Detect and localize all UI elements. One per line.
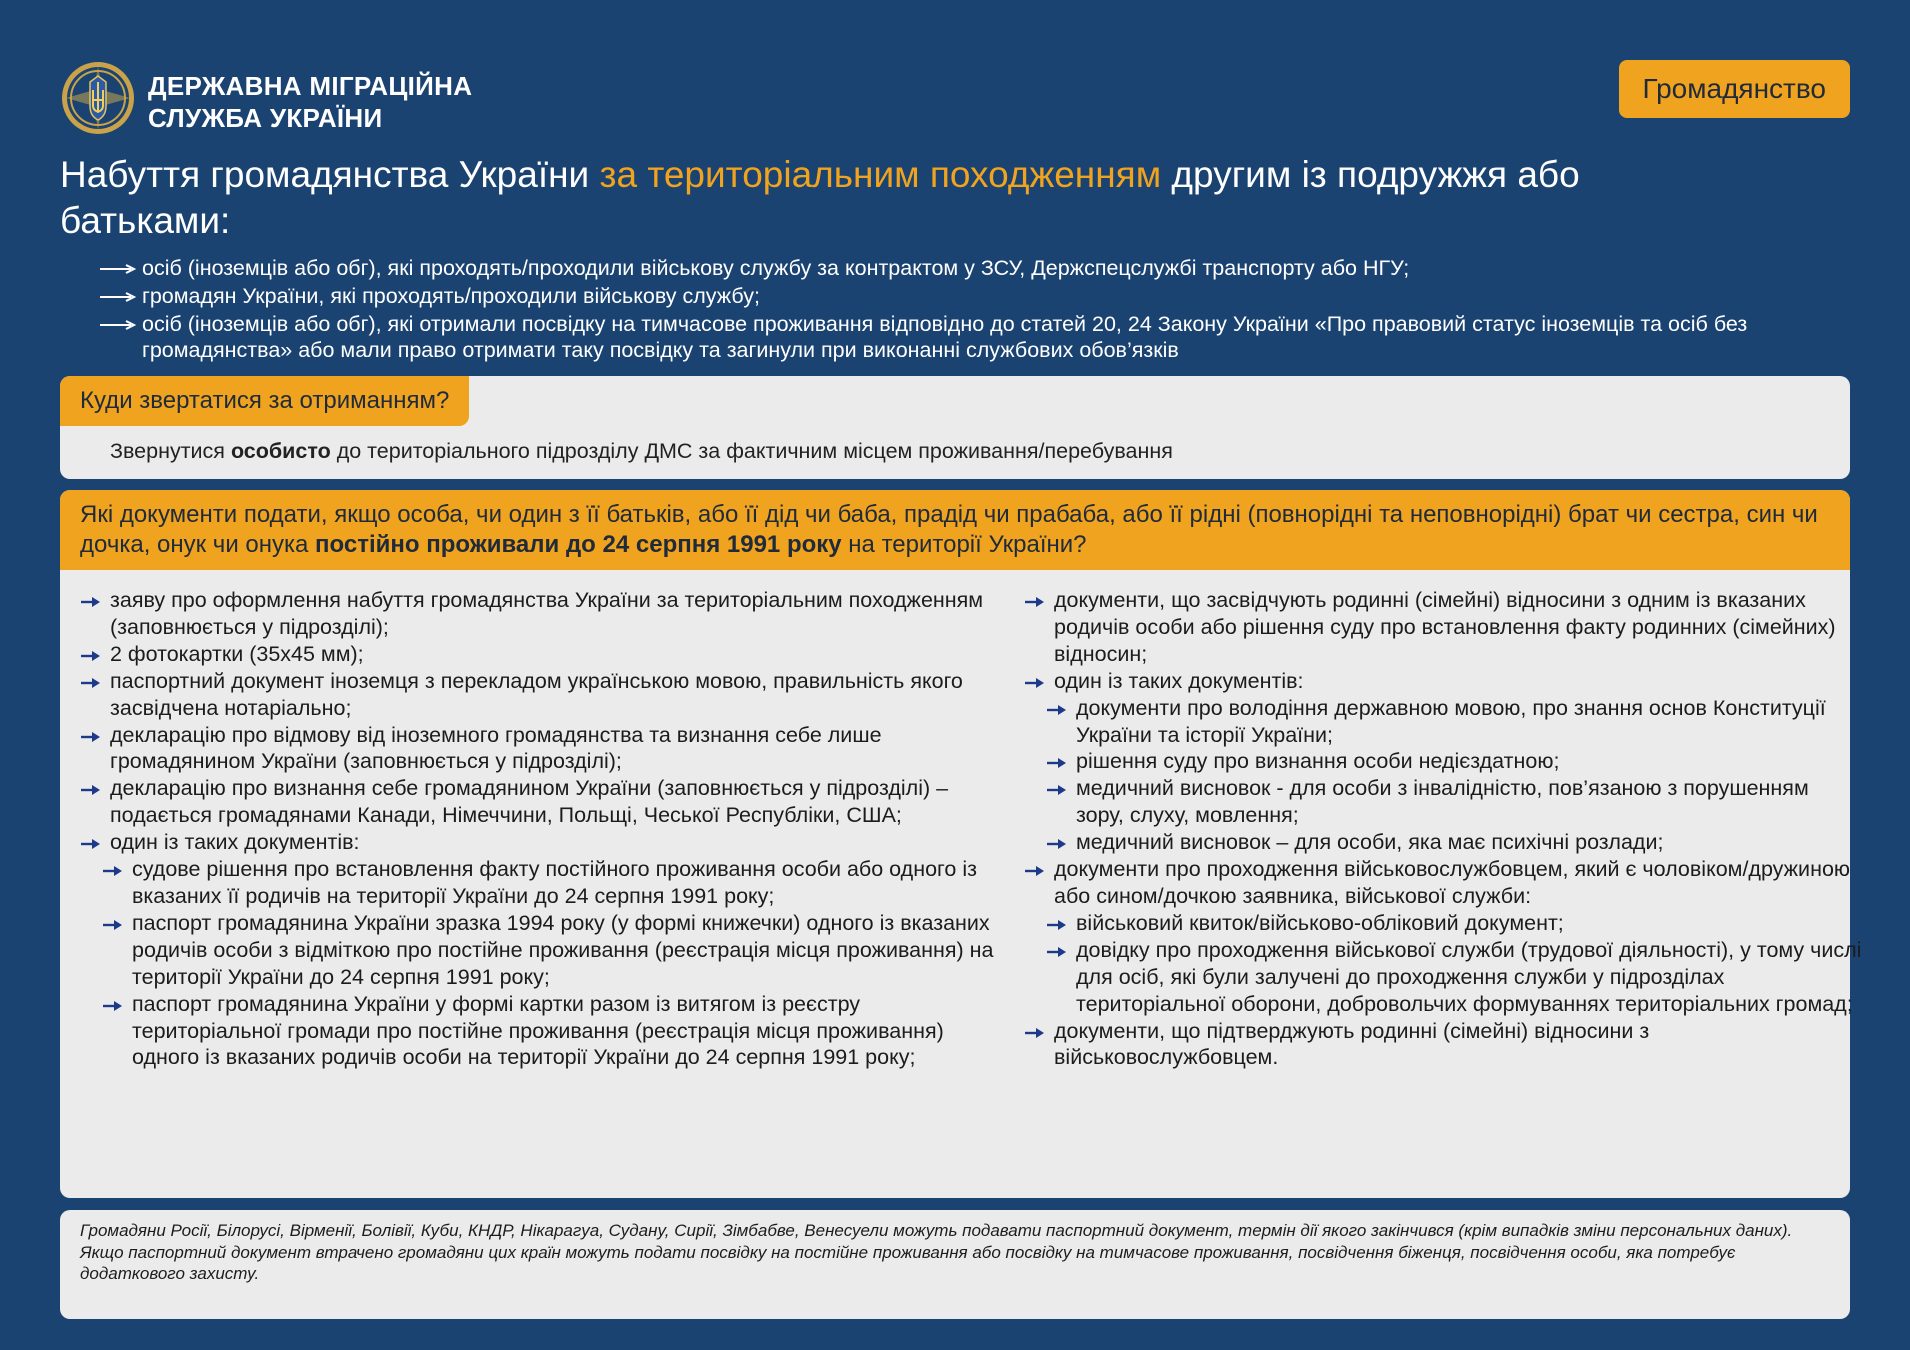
list-item: 2 фотокартки (35х45 мм); (78, 641, 1008, 668)
blue-arrow-icon (1046, 838, 1068, 850)
note-text (80, 1220, 1822, 1285)
intro-list (100, 255, 1860, 365)
list-item: документи про проходження військовослужбовцем, який є чоловіком/дружиною або сином/дочкою заявника, військової служби: (1022, 856, 1862, 910)
list-subitem: рішення суду про визнання особи недієздатною; (1022, 748, 1862, 775)
title-highlight: за територіальним походженням (599, 154, 1162, 195)
documents-panel (60, 490, 1862, 1198)
white-arrow-icon (100, 320, 136, 330)
list-item: декларацію про визнання себе громадянином України (заповнюється у підрозділі) – подається громадянами Канади, Німеччини, Польщі, Чеської Республіки, США; (78, 775, 1008, 829)
dms-emblem-icon (60, 60, 136, 136)
intro-item: осіб (іноземців або обг), які проходять/проходили військову службу за контрактом у ЗСУ, Держспецслужбі транспорту або НГУ; (100, 255, 1860, 281)
list-subitem: документи про володіння державною мовою, про знання основ Конституції України та історії України; (1022, 695, 1862, 749)
list-subitem: довідку про проходження військової служби (трудової діяльності), у тому числі для осіб, які були залучені до проходження служби у підрозділах територіальної оборони, добровольчих формуваннях територіальних громад; (1022, 937, 1862, 1018)
page-title (60, 152, 1760, 244)
list-item: паспортний документ іноземця з перекладом українською мовою, правильність якого засвідчена нотаріально; (78, 668, 1008, 722)
list-item: декларацію про відмову від іноземного громадянства та визнання себе лише громадянином України (заповнюється у підрозділі); (78, 722, 1008, 776)
blue-arrow-icon (1024, 596, 1046, 608)
list-item: документи, що підтверджують родинні (сімейні) відносини з військовослужбовцем. (1022, 1018, 1862, 1072)
list-subitem: паспорт громадянина України зразка 1994 року (у формі книжечки) одного із вказаних родичів особи з відміткою про постійне проживання (реєстрація місця проживання) на території України до 24 серпня 1991 року; (78, 910, 1008, 991)
title-part2: другим із подружжя або батьками: (60, 154, 1580, 241)
list-item: заяву про оформлення набуття громадянства України за територіальним походженням (заповнюється у підрозділі); (78, 587, 1008, 641)
blue-arrow-icon (1046, 704, 1068, 716)
intro-item: громадян України, які проходять/проходили військову службу; (100, 283, 1860, 309)
category-badge: Громадянство (1619, 60, 1850, 118)
blue-arrow-icon (80, 596, 102, 608)
org-name (148, 70, 472, 134)
list-subitem: військовий квиток/військово-обліковий документ; (1022, 910, 1862, 937)
documents-right-list (1022, 587, 1862, 1071)
intro-item: осіб (іноземців або обг), які отримали посвідку на тимчасове проживання відповідно до статей 20, 24 Закону України «Про правовий статус іноземців та осіб без громадянства» або мали право отримати таку посвідку та загинули при виконанні службових обов’язків (100, 311, 1860, 363)
blue-arrow-icon (80, 784, 102, 796)
blue-arrow-icon (1046, 946, 1068, 958)
blue-arrow-icon (80, 650, 102, 662)
white-arrow-icon (100, 292, 136, 302)
blue-arrow-icon (80, 838, 102, 850)
list-subitem: судове рішення про встановлення факту постійного проживання особи або одного із вказаних її родичів на території України до 24 серпня 1991 року; (78, 856, 1008, 910)
list-subitem: медичний висновок - для особи з інвалідністю, пов’язаною з порушенням зору, слуху, мовлення; (1022, 775, 1862, 829)
blue-arrow-icon (1024, 677, 1046, 689)
blue-arrow-icon (1046, 919, 1068, 931)
where-to-apply-panel (60, 376, 1850, 479)
list-subitem: паспорт громадянина України у формі картки разом із витягом із реєстру територіальної громади про постійне проживання (реєстрація місця проживання) одного із вказаних родичів особи на території України до 24 серпня 1991 року; (78, 991, 1008, 1072)
note-line1: Громадяни Росії, Білорусі, Вірменії, Болівії, Куби, КНДР, Нікарагуа, Судану, Сирії, Зімбабве, Венесуели можуть подавати паспортний документ, термін дії якого закінчився (крім випадків зміни персональних даних). (80, 1221, 1793, 1240)
title-part1: Набуття громадянства України (60, 154, 600, 195)
blue-arrow-icon (102, 919, 124, 931)
where-to-apply-heading: Куди звертатися за отриманням? (60, 376, 469, 426)
list-item: один із таких документів: (78, 829, 1008, 856)
blue-arrow-icon (80, 731, 102, 743)
where-to-apply-text: Звернутися особисто до територіального підрозділу ДМС за фактичним місцем проживання/перебування (110, 439, 1173, 463)
list-item: документи, що засвідчують родинні (сімейні) відносини з одним із вказаних родичів особи або рішення суду про встановлення факту родинних (сімейних) відносин; (1022, 587, 1862, 668)
blue-arrow-icon (1024, 865, 1046, 877)
blue-arrow-icon (80, 677, 102, 689)
documents-left-list (78, 587, 1008, 1071)
header (60, 60, 1850, 140)
blue-arrow-icon (102, 1000, 124, 1012)
list-subitem: медичний висновок – для особи, яка має психічні розлади; (1022, 829, 1862, 856)
org-name-line1: ДЕРЖАВНА МІГРАЦІЙНА (148, 71, 473, 101)
white-arrow-icon (100, 264, 136, 274)
blue-arrow-icon (1046, 784, 1068, 796)
blue-arrow-icon (1024, 1027, 1046, 1039)
note-line2: Якщо паспортний документ втрачено громадяни цих країн можуть подати посвідку на постійне проживання або посвідку на тимчасове проживання, посвідчення біженця, посвідчення особи, яка потребує додаткового захисту. (80, 1242, 1736, 1283)
documents-heading: Які документи подати, якщо особа, чи один з її батьків, або її дід чи баба, прадід чи прабаба, або її рідні (повнорідні та неповнорідні) брат чи сестра, син чи дочка, онук чи онука постійно проживали до 24 серпня 1991 року на території України? (60, 490, 1850, 570)
note-panel (60, 1210, 1850, 1319)
blue-arrow-icon (102, 865, 124, 877)
blue-arrow-icon (1046, 757, 1068, 769)
list-item: один із таких документів: (1022, 668, 1862, 695)
org-name-line2: СЛУЖБА УКРАЇНИ (148, 103, 383, 133)
